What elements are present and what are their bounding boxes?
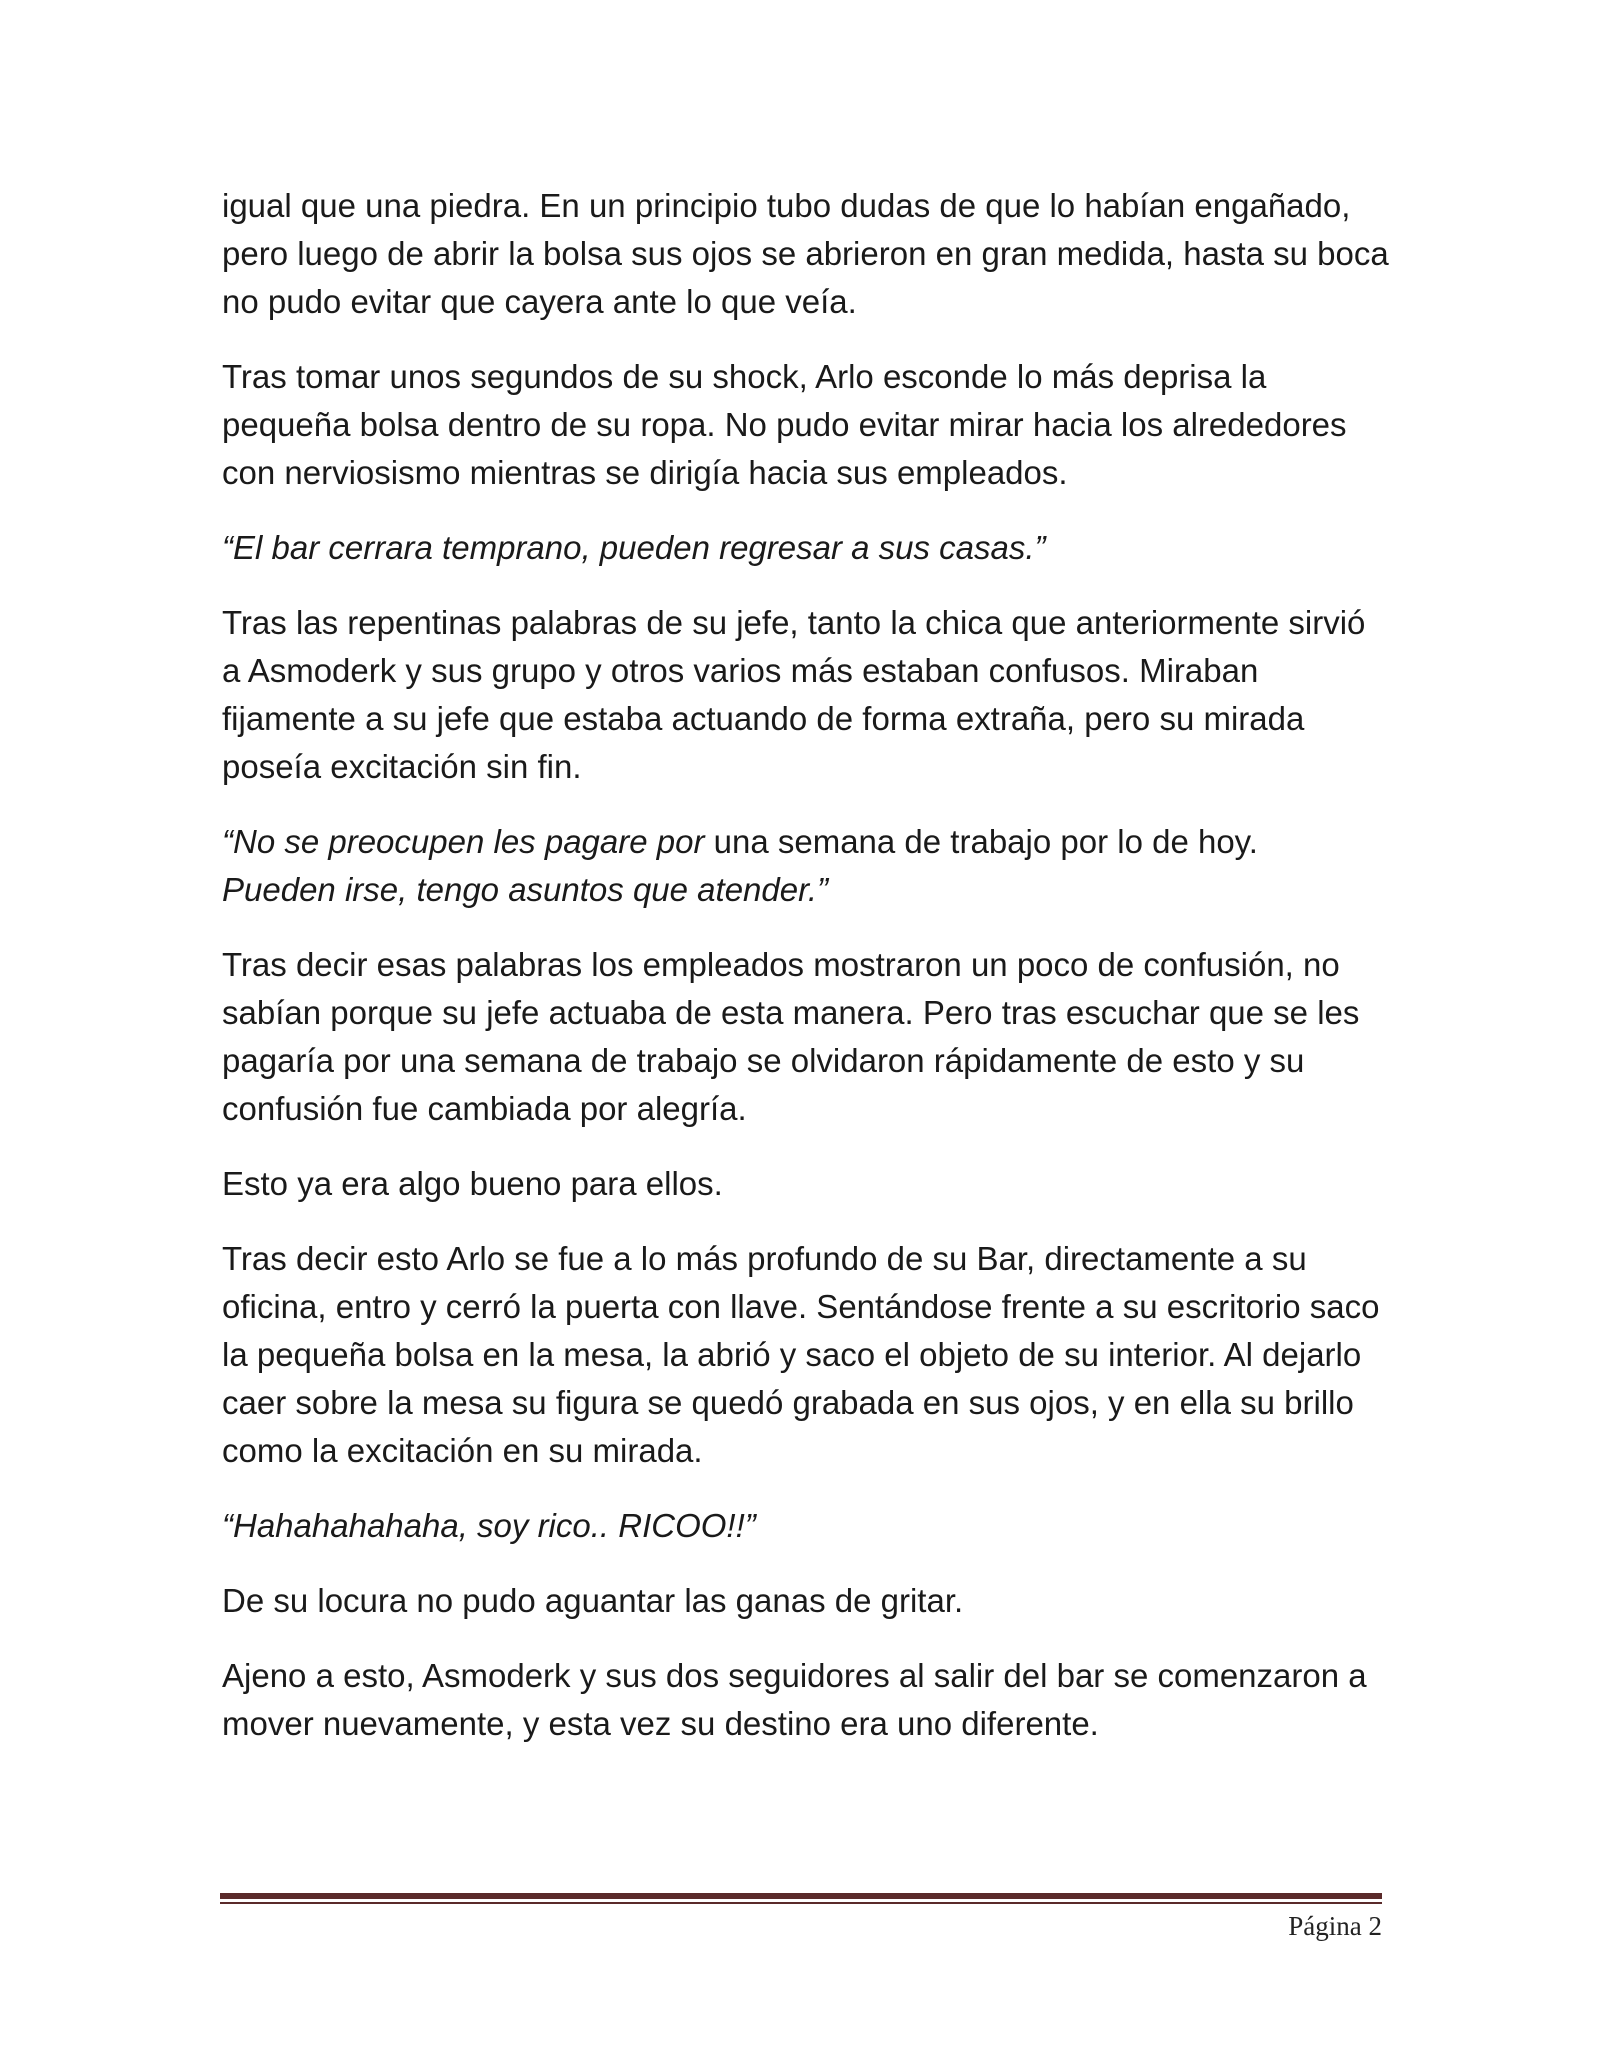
paragraph: Esto ya era algo bueno para ellos.	[222, 1165, 723, 1202]
dialogue-line: “Hahahahahaha, soy rico.. RICOO!!”	[222, 1507, 756, 1544]
page-number: Página 2	[1288, 1911, 1382, 1941]
dialogue-italic-end: Pueden irse, tengo asuntos que atender.”	[222, 871, 829, 908]
paragraph: Tras las repentinas palabras de su jefe, tanto la chica que anteriormente sirvió a Asmoderk y sus grupo y otros varios más estaban confusos. Miraban fijamente a su jefe que estaba actuando de forma extraña, pero su mirada poseía excitación sin fin.	[222, 604, 1366, 785]
paragraph: Tras decir esto Arlo se fue a lo más profundo de su Bar, directamente a su oficina, entro y cerró la puerta con llave. Sentándose frente a su escritorio saco la pequeña bolsa en la mesa, la abrió y saco el objeto de su interior. Al dejarlo caer sobre la mesa su figura se quedó grabada en sus ojos, y en ella su brillo como la excitación en su mirada.	[222, 1240, 1380, 1469]
footer-divider-thick	[220, 1893, 1382, 1899]
paragraph: Tras tomar unos segundos de su shock, Arlo esconde lo más deprisa la pequeña bolsa dentro de su ropa. No pudo evitar mirar hacia los alrededores con nerviosismo mientras se dirigía hacia sus empleados.	[222, 358, 1347, 491]
dialogue-italic-start: “No se preocupen les pagare por	[222, 823, 705, 860]
dialogue-paragraph	[222, 818, 1392, 914]
dialogue-normal-middle: una semana de trabajo por lo de hoy.	[704, 823, 1258, 860]
paragraph: De su locura no pudo aguantar las ganas de gritar.	[222, 1582, 964, 1619]
footer-divider-thin	[220, 1902, 1382, 1904]
dialogue-line: “El bar cerrara temprano, pueden regresar a sus casas.”	[222, 529, 1046, 566]
paragraph: Tras decir esas palabras los empleados mostraron un poco de confusión, no sabían porque su jefe actuaba de esta manera. Pero tras escuchar que se les pagaría por una semana de trabajo se olvidaron rápidamente de esto y su confusión fue cambiada por alegría.	[222, 946, 1360, 1127]
paragraph: Ajeno a esto, Asmoderk y sus dos seguidores al salir del bar se comenzaron a mover nuevamente, y esta vez su destino era uno diferente.	[222, 1657, 1367, 1742]
paragraph: igual que una piedra. En un principio tubo dudas de que lo habían engañado, pero luego de abrir la bolsa sus ojos se abrieron en gran medida, hasta su boca no pudo evitar que cayera ante lo que veía.	[222, 187, 1389, 320]
page-body	[222, 182, 1392, 1775]
